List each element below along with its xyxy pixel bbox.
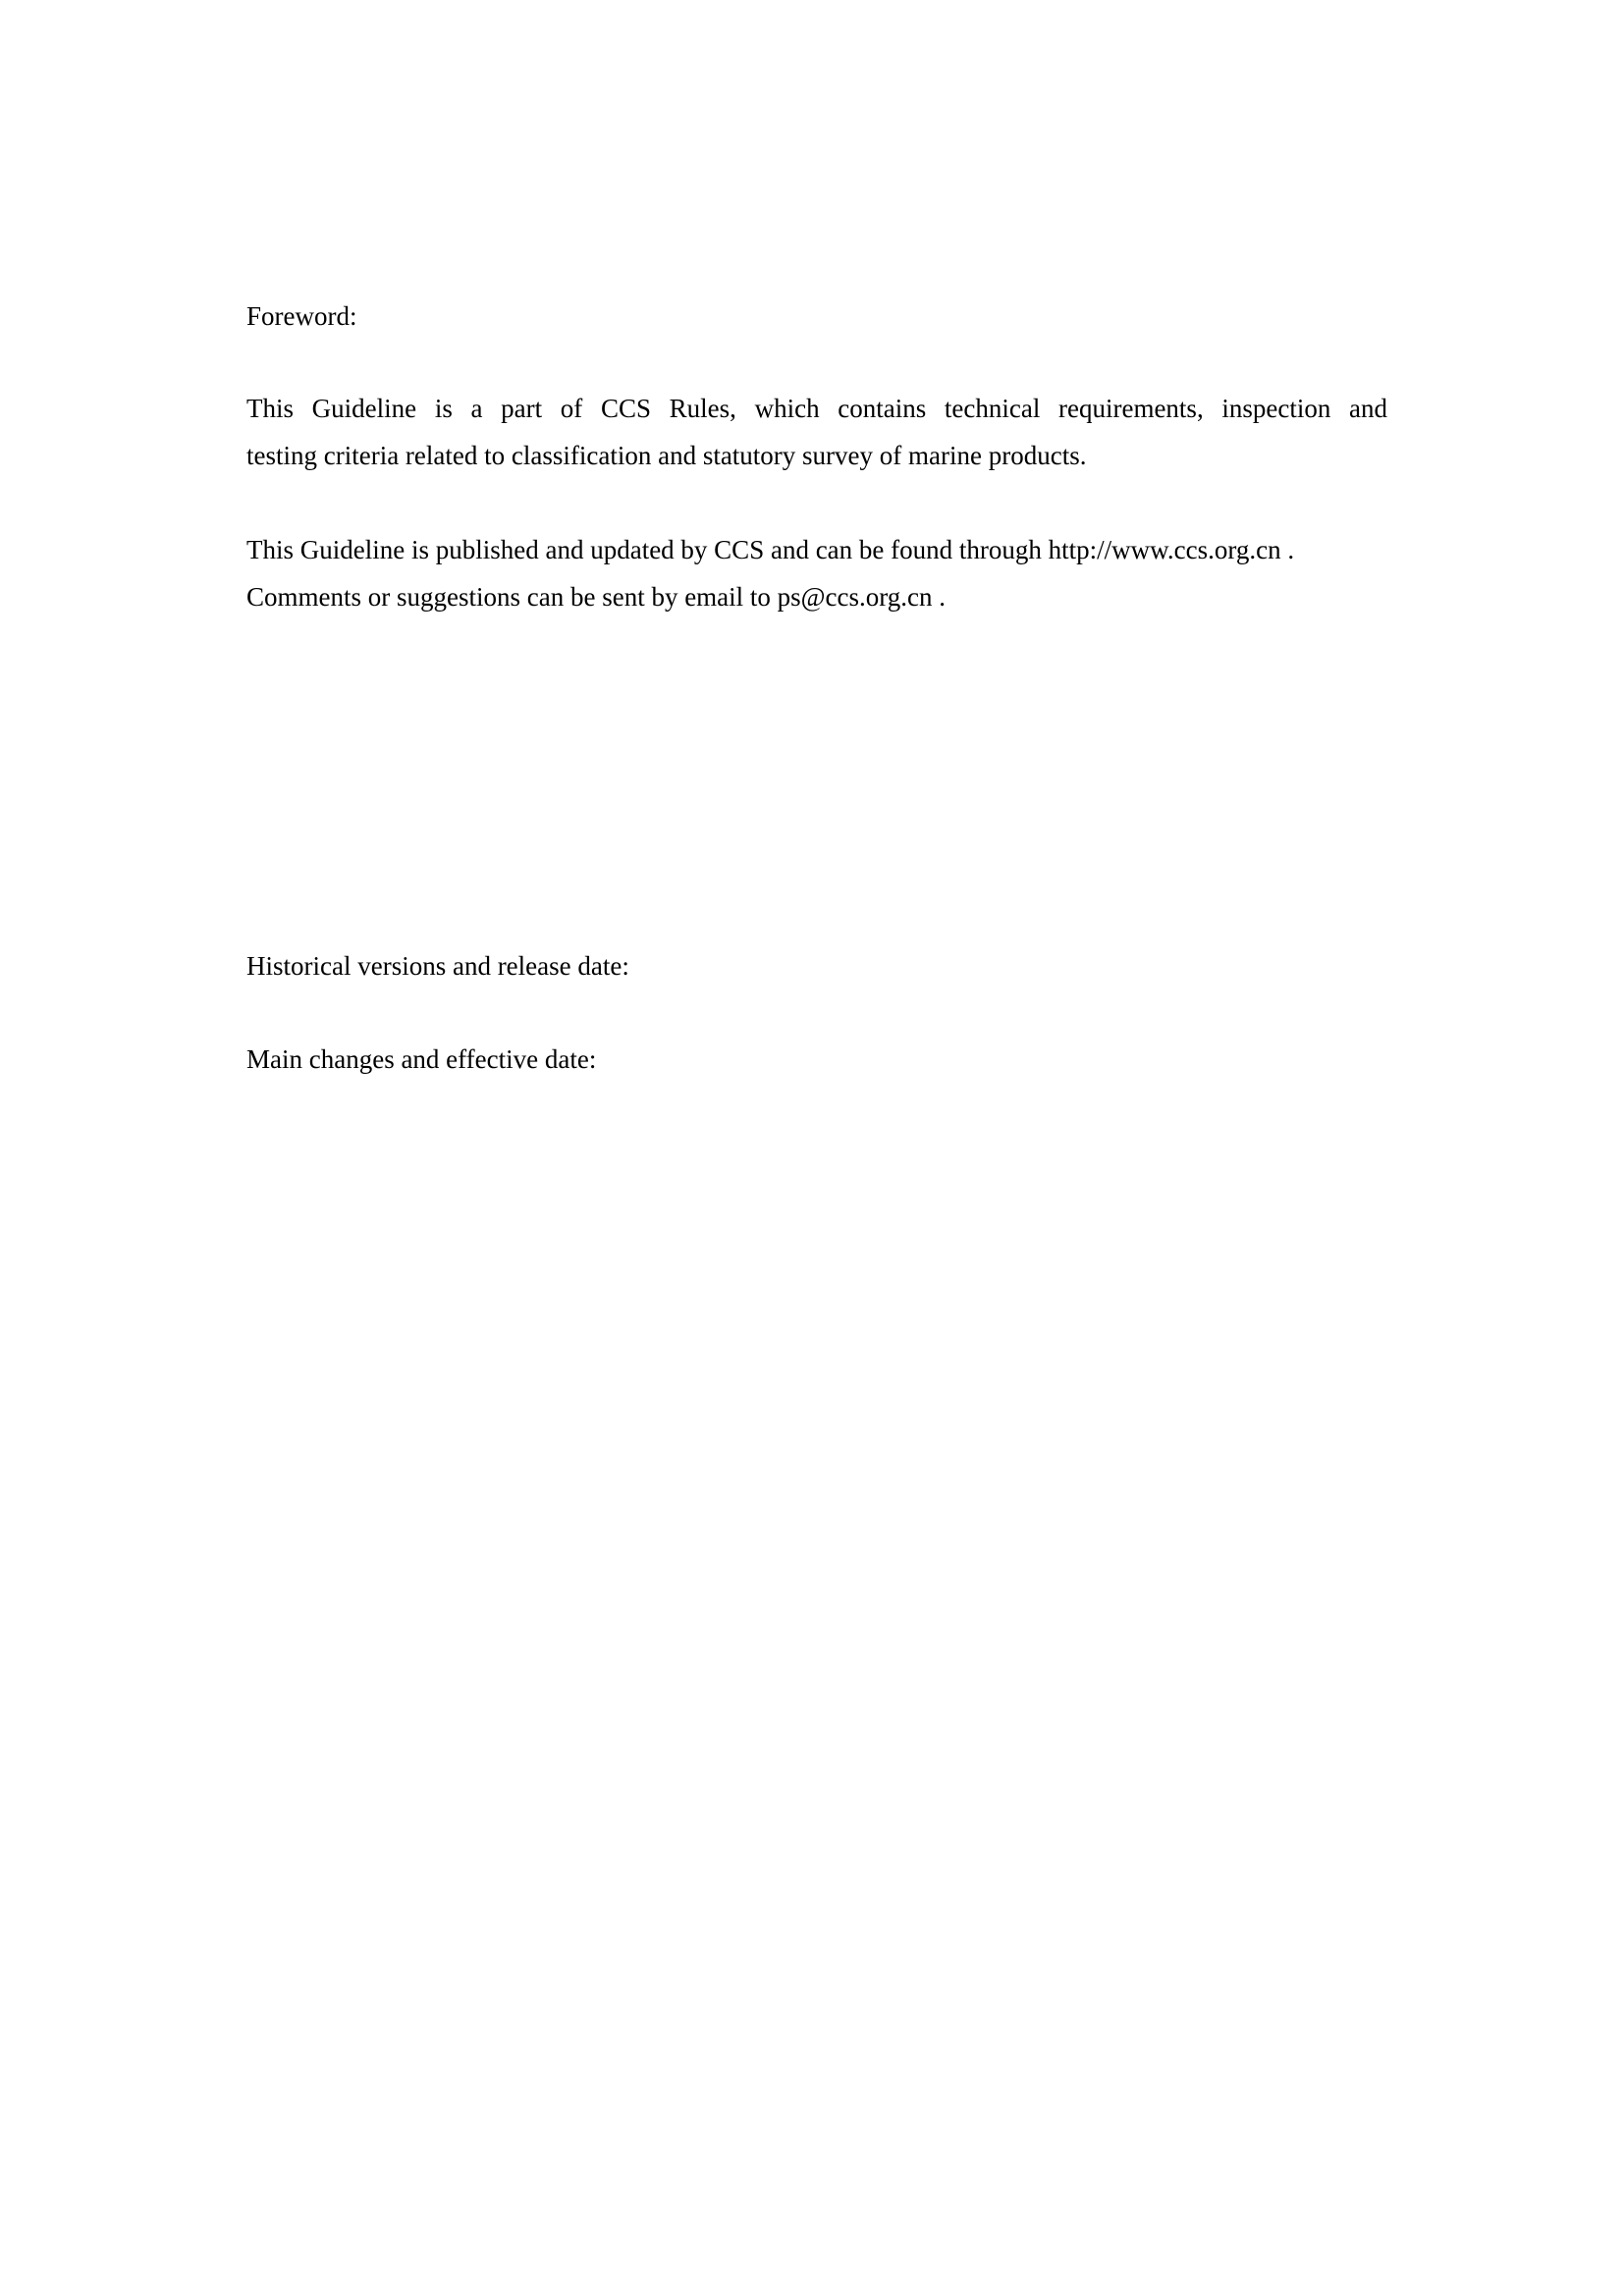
paragraph-publication-line-1: This Guideline is published and updated by CCS and can be found through http://www.ccs.org.cn . [246,535,1295,564]
paragraph-publication-line-2: Comments or suggestions can be sent by email to ps@ccs.org.cn . [246,582,947,612]
historical-versions-label: Historical versions and release date: [246,951,629,981]
foreword-heading: Foreword: [246,301,357,331]
paragraph-scope-line-1: This Guideline is a part of CCS Rules, which contains technical requirements, inspection and [246,394,1387,423]
paragraph-scope-line-2: testing criteria related to classification and statutory survey of marine products. [246,441,1087,470]
main-changes-label: Main changes and effective date: [246,1044,597,1074]
paragraph-publication [246,526,1387,620]
paragraph-scope [246,385,1387,479]
